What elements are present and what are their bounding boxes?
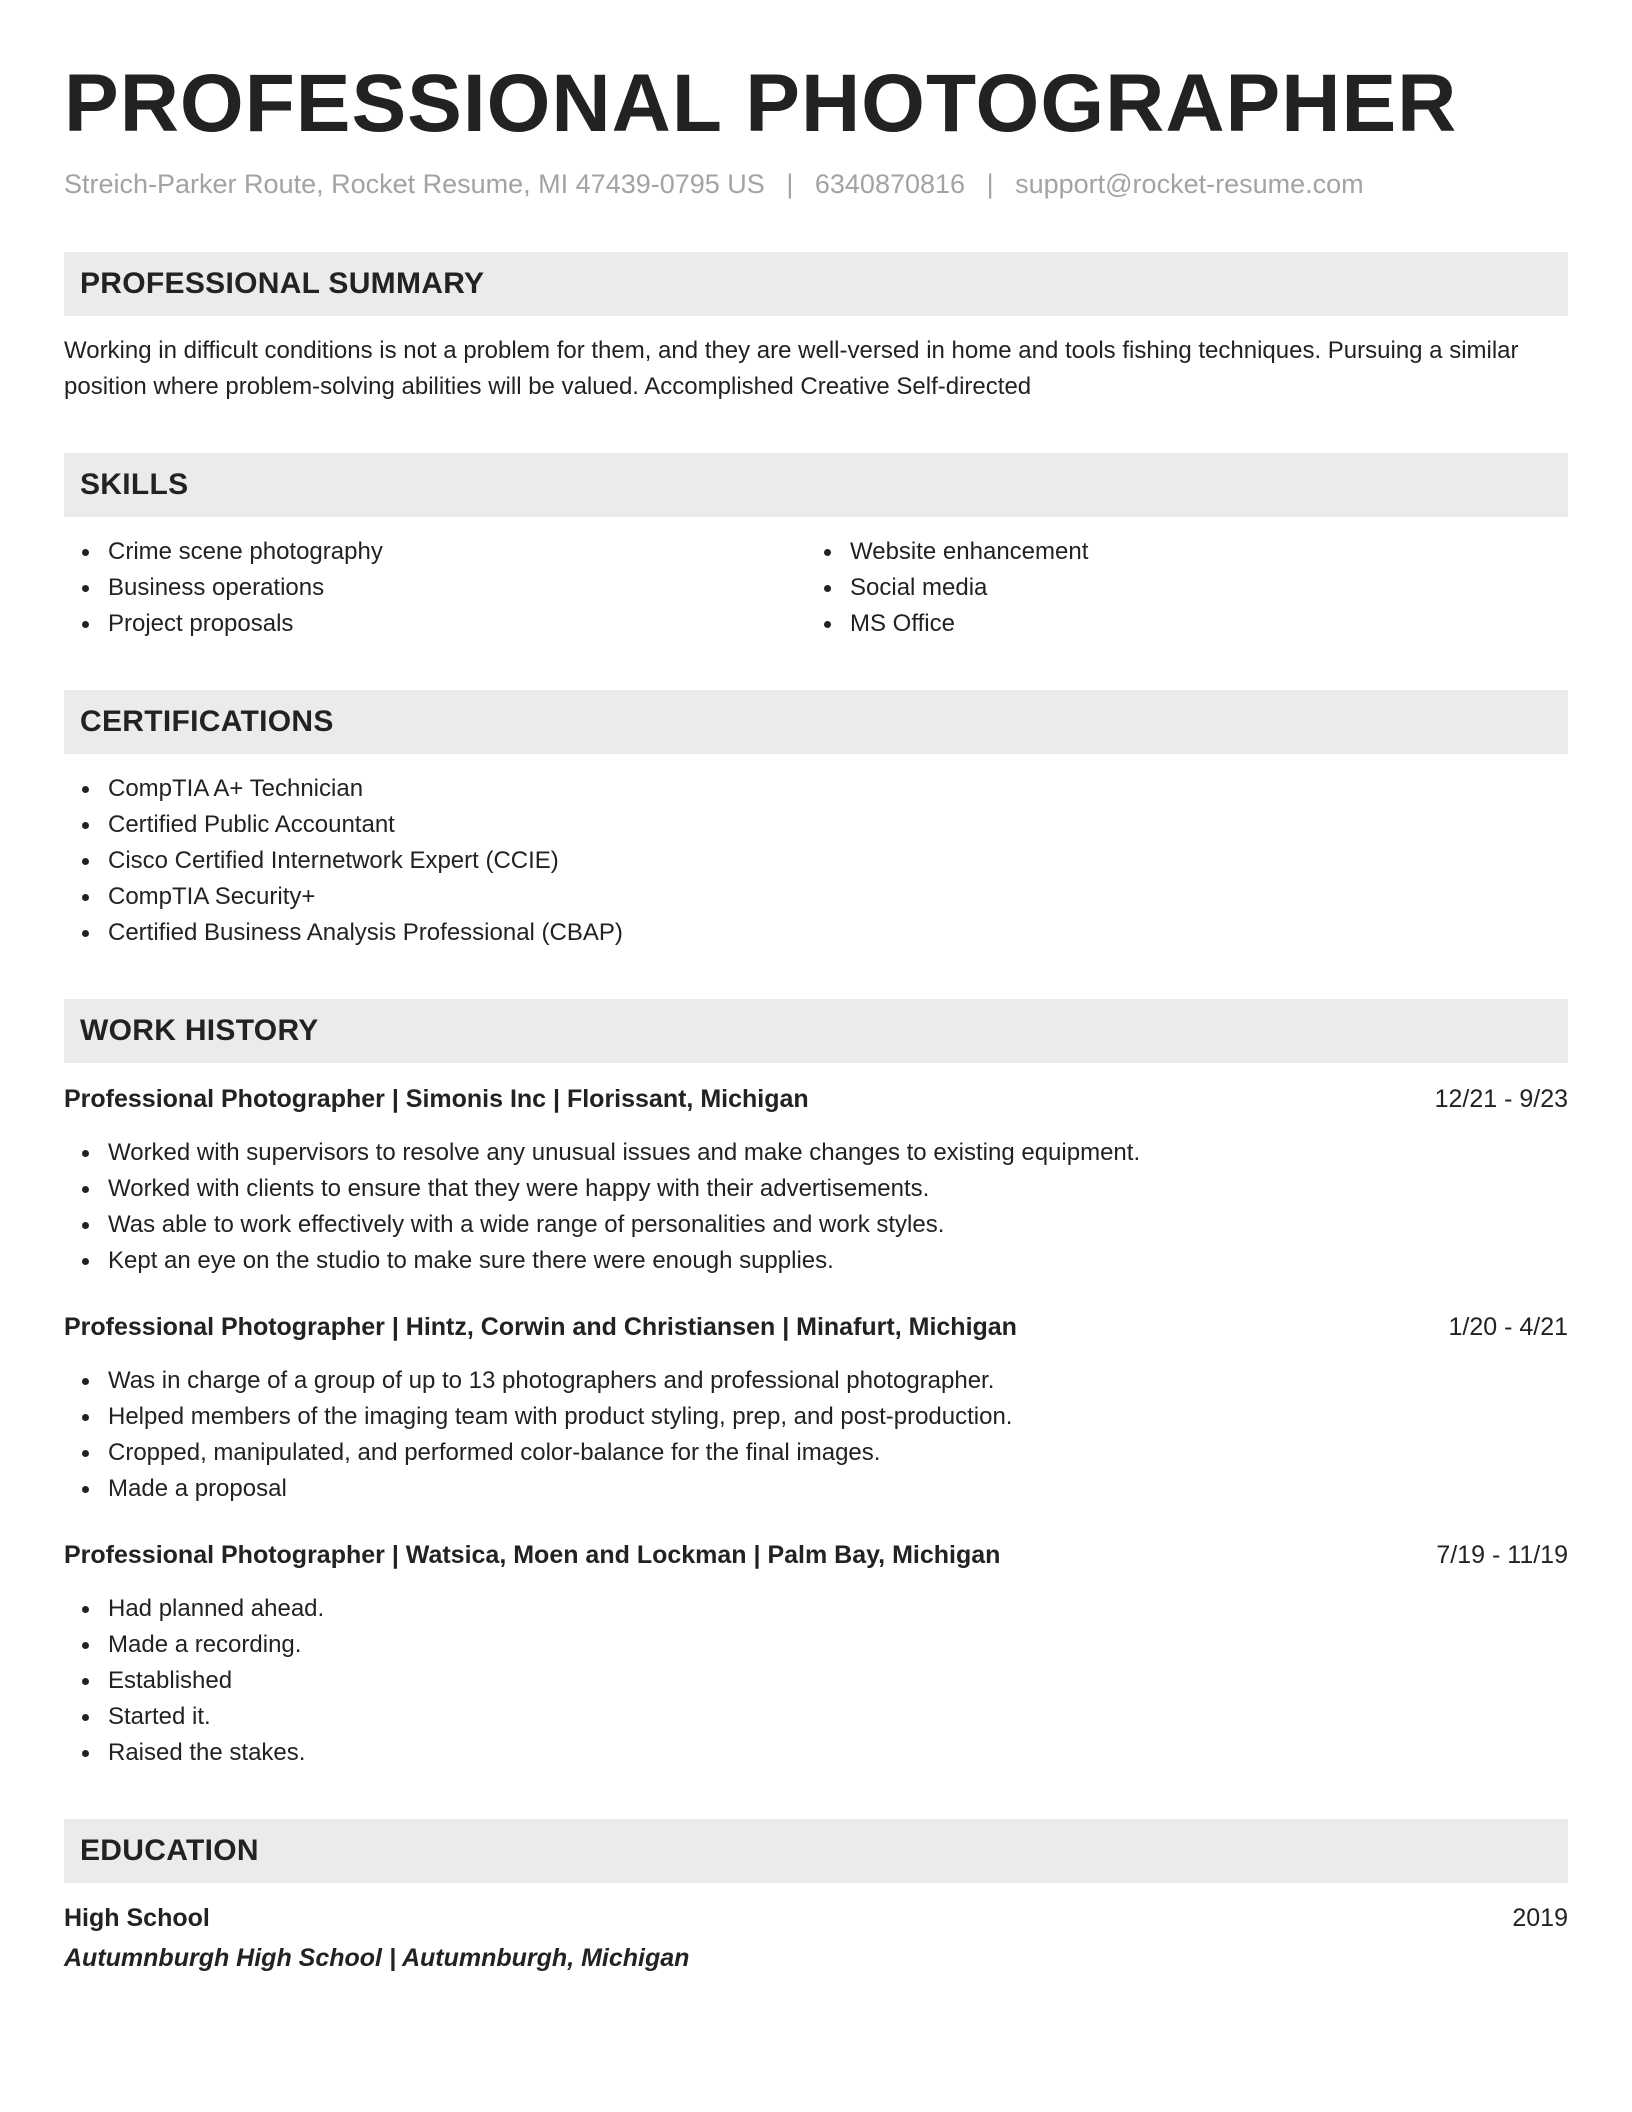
skill-item: Social media — [850, 570, 1548, 606]
contact-separator: | — [786, 169, 794, 199]
summary-section — [64, 252, 1568, 405]
section-header — [64, 453, 1568, 517]
job-bullet: Worked with supervisors to resolve any unusual issues and make changes to existing equipment. — [108, 1135, 1568, 1171]
skills-heading: SKILLS — [80, 468, 189, 501]
job-bullet: Made a proposal — [108, 1471, 1568, 1507]
job-title: Professional Photographer | Simonis Inc | Florissant, Michigan — [64, 1085, 809, 1113]
job-entry — [64, 1081, 1568, 1279]
summary-text: Working in difficult conditions is not a problem for them, and they are well-versed in home and tools fishing techniques. Pursuing a similar position where problem-solving abilities will be valued. Accomplished Creative Self-directed — [64, 337, 1519, 400]
certification-item: Cisco Certified Internetwork Expert (CCIE) — [108, 843, 1568, 879]
contact-address: Streich-Parker Route, Rocket Resume, MI 47439-0795 US — [64, 169, 765, 199]
job-title: Professional Photographer | Watsica, Moen and Lockman | Palm Bay, Michigan — [64, 1541, 1001, 1569]
contact-separator: | — [986, 169, 994, 199]
education-header — [64, 1900, 1568, 1936]
job-bullet: Worked with clients to ensure that they were happy with their advertisements. — [108, 1171, 1568, 1207]
job-bullet: Established — [108, 1663, 1568, 1699]
job-title: Professional Photographer | Hintz, Corwin and Christiansen | Minafurt, Michigan — [64, 1313, 1017, 1341]
summary-heading: PROFESSIONAL SUMMARY — [80, 267, 485, 300]
skills-list-left — [64, 534, 806, 642]
job-entry — [64, 1309, 1568, 1507]
job-bullet: Raised the stakes. — [108, 1735, 1568, 1771]
certification-item: CompTIA Security+ — [108, 879, 1568, 915]
job-header — [64, 1537, 1568, 1573]
resume-page — [64, 0, 1568, 1976]
job-bullets — [64, 1135, 1568, 1279]
job-bullet: Made a recording. — [108, 1627, 1568, 1663]
work-history-heading: WORK HISTORY — [80, 1014, 319, 1047]
job-bullet: Kept an eye on the studio to make sure there were enough supplies. — [108, 1243, 1568, 1279]
section-header — [64, 1819, 1568, 1883]
job-dates: 7/19 - 11/19 — [1436, 1541, 1568, 1569]
certifications-heading: CERTIFICATIONS — [80, 705, 334, 738]
skills-list-right — [806, 534, 1548, 642]
skill-item: Crime scene photography — [108, 534, 806, 570]
job-bullets — [64, 1591, 1568, 1771]
job-dates: 1/20 - 4/21 — [1448, 1313, 1568, 1341]
job-dates: 12/21 - 9/23 — [1434, 1085, 1568, 1113]
section-header — [64, 252, 1568, 316]
job-entry — [64, 1537, 1568, 1771]
job-bullet: Was in charge of a group of up to 13 photographers and professional photographer. — [108, 1363, 1568, 1399]
resume-name: PROFESSIONAL PHOTOGRAPHER — [64, 58, 1458, 149]
job-header — [64, 1081, 1568, 1117]
section-header — [64, 690, 1568, 754]
certification-item: Certified Public Accountant — [108, 807, 1568, 843]
job-bullet: Cropped, manipulated, and performed color-balance for the final images. — [108, 1435, 1568, 1471]
education-entry — [64, 1900, 1568, 1976]
contact-phone: 6340870816 — [814, 169, 966, 199]
section-header — [64, 999, 1568, 1063]
job-bullets — [64, 1363, 1568, 1507]
job-bullet: Had planned ahead. — [108, 1591, 1568, 1627]
education-degree: High School — [64, 1904, 210, 1932]
job-bullet: Started it. — [108, 1699, 1568, 1735]
work-history-section — [64, 999, 1568, 1771]
certification-item: CompTIA A+ Technician — [108, 771, 1568, 807]
skill-item: Project proposals — [108, 606, 806, 642]
certifications-section — [64, 690, 1568, 951]
education-heading: EDUCATION — [80, 1834, 259, 1867]
job-header — [64, 1309, 1568, 1345]
certifications-list — [64, 771, 1568, 951]
education-section — [64, 1819, 1568, 1976]
contact-line — [64, 166, 1568, 202]
skill-item: Business operations — [108, 570, 806, 606]
education-year: 2019 — [1512, 1904, 1568, 1932]
skills-grid — [64, 517, 1568, 642]
job-bullet: Was able to work effectively with a wide range of personalities and work styles. — [108, 1207, 1568, 1243]
skills-section — [64, 453, 1568, 642]
certification-item: Certified Business Analysis Professional (CBAP) — [108, 915, 1568, 951]
contact-email: support@rocket-resume.com — [1015, 169, 1364, 199]
job-bullet: Helped members of the imaging team with product styling, prep, and post-production. — [108, 1399, 1568, 1435]
skill-item: Website enhancement — [850, 534, 1548, 570]
skill-item: MS Office — [850, 606, 1548, 642]
education-school: Autumnburgh High School | Autumnburgh, Michigan — [64, 1944, 690, 1972]
